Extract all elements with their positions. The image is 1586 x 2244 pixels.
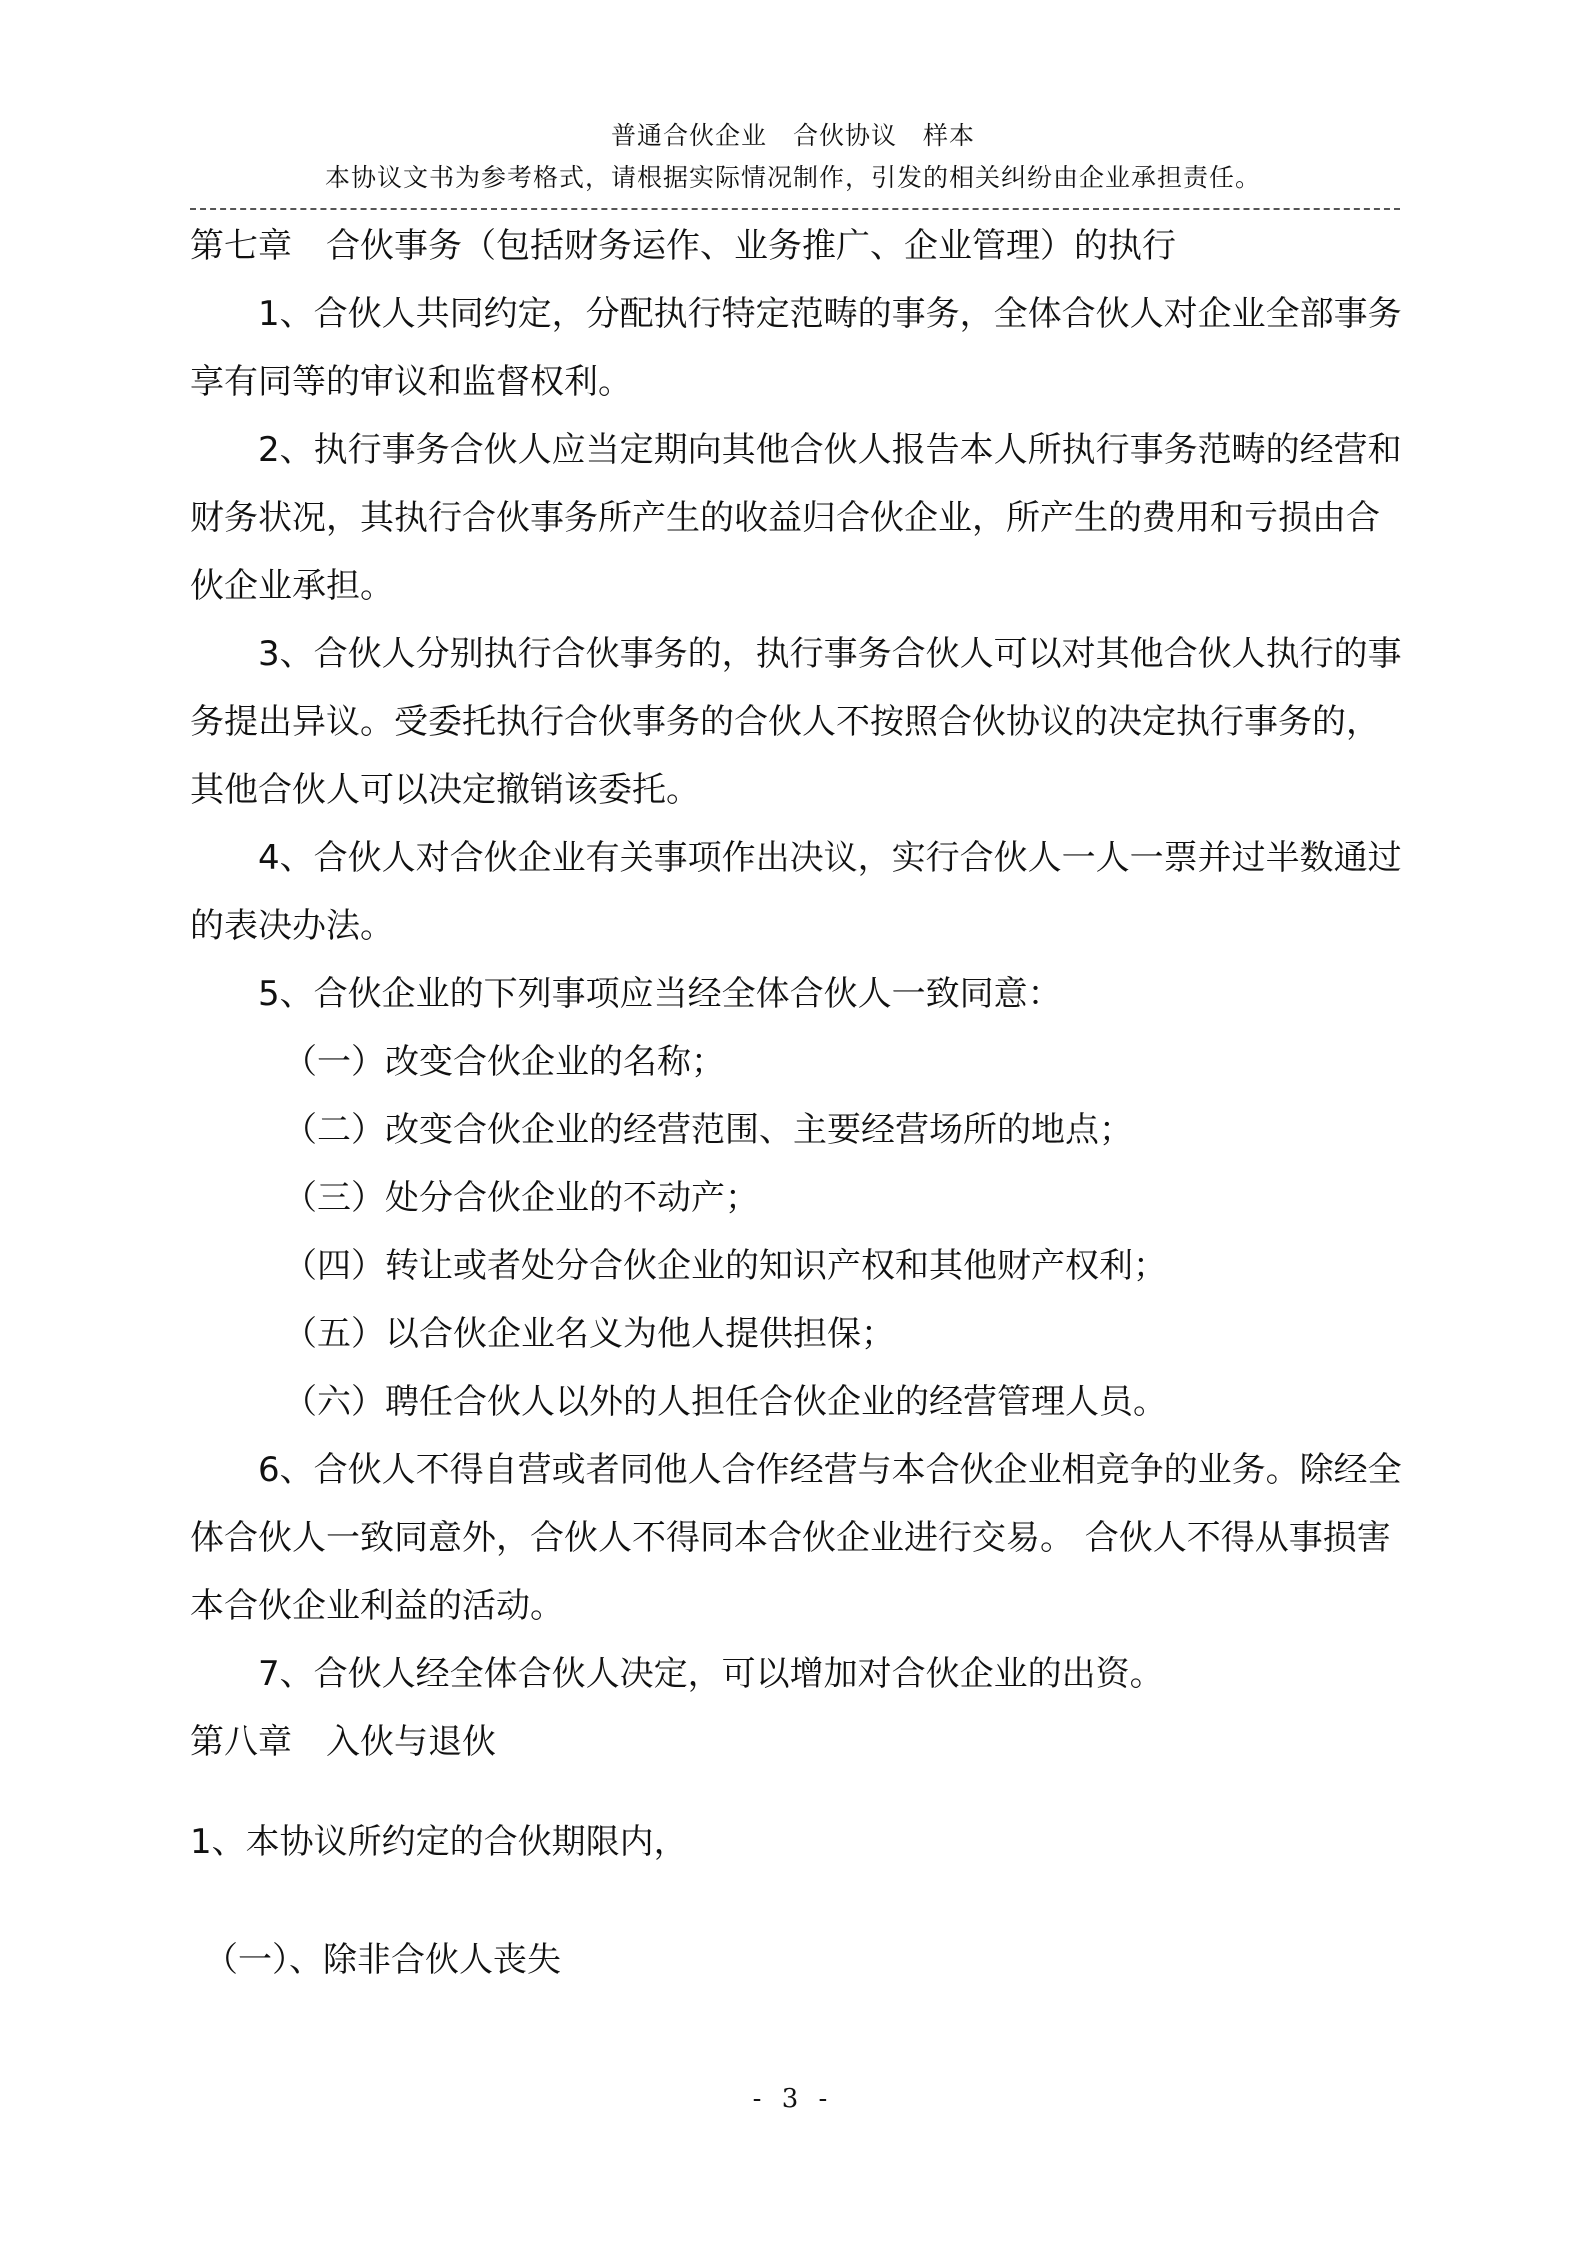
clause-7: 7、合伙人经全体合伙人决定，可以增加对合伙企业的出资。: [258, 1654, 1164, 1694]
clause-2: 2、执行事务合伙人应当定期向其他合伙人报告本人所执行事务范畴的经营和财务状况，其执行合伙事务所产生的收益归合伙企业，所产生的费用和亏损由合伙企业承担。: [190, 430, 1402, 606]
list-item: （一）改变合伙企业的名称；: [283, 1042, 725, 1082]
chapter-7-title: 第七章 合伙事务（包括财务运作、业务推广、企业管理）的执行: [190, 226, 1176, 266]
clause-6: 6、合伙人不得自营或者同他人合作经营与本合伙企业相竞争的业务。除经全体合伙人一致同意外，合伙人不得同本合伙企业进行交易。 合伙人不得从事损害本合伙企业利益的活动。: [190, 1450, 1402, 1626]
clause-3: 3、合伙人分别执行合伙事务的，执行事务合伙人可以对其他合伙人执行的事务提出异议。受委托执行合伙事务的合伙人不按照合伙协议的决定执行事务的，其他合伙人可以决定撤销该委托。: [190, 634, 1402, 810]
header-title: 普通合伙企业 合伙协议 样本: [610, 121, 975, 150]
chapter-8-sub-item: （一）、除非合伙人丧失: [204, 1940, 561, 1980]
header-divider: [190, 208, 1400, 210]
list-item: （五）以合伙企业名义为他人提供担保；: [283, 1314, 895, 1354]
page-number: - 3 -: [752, 2084, 834, 2114]
clause-5: 5、合伙企业的下列事项应当经全体合伙人一致同意：: [258, 974, 1062, 1014]
chapter-8-clause-1: 1、本协议所约定的合伙期限内，: [190, 1822, 688, 1862]
clause-4: 4、合伙人对合伙企业有关事项作出决议，实行合伙人一人一票并过半数通过的表决办法。: [190, 838, 1402, 946]
list-item: （三）处分合伙企业的不动产；: [283, 1178, 759, 1218]
clause-1: 1、合伙人共同约定，分配执行特定范畴的事务，全体合伙人对企业全部事务享有同等的审议和监督权利。: [190, 294, 1402, 402]
header-disclaimer: 本协议文书为参考格式，请根据实际情况制作，引发的相关纠纷由企业承担责任。: [324, 163, 1261, 192]
list-item: （四）转让或者处分合伙企业的知识产权和其他财产权利；: [283, 1246, 1167, 1286]
list-item: （六）聘任合伙人以外的人担任合伙企业的经营管理人员。: [283, 1382, 1167, 1422]
list-item: （二）改变合伙企业的经营范围、主要经营场所的地点；: [283, 1110, 1133, 1150]
document-body: [190, 212, 1405, 1994]
chapter-8-title: 第八章 入伙与退伙: [190, 1722, 496, 1762]
